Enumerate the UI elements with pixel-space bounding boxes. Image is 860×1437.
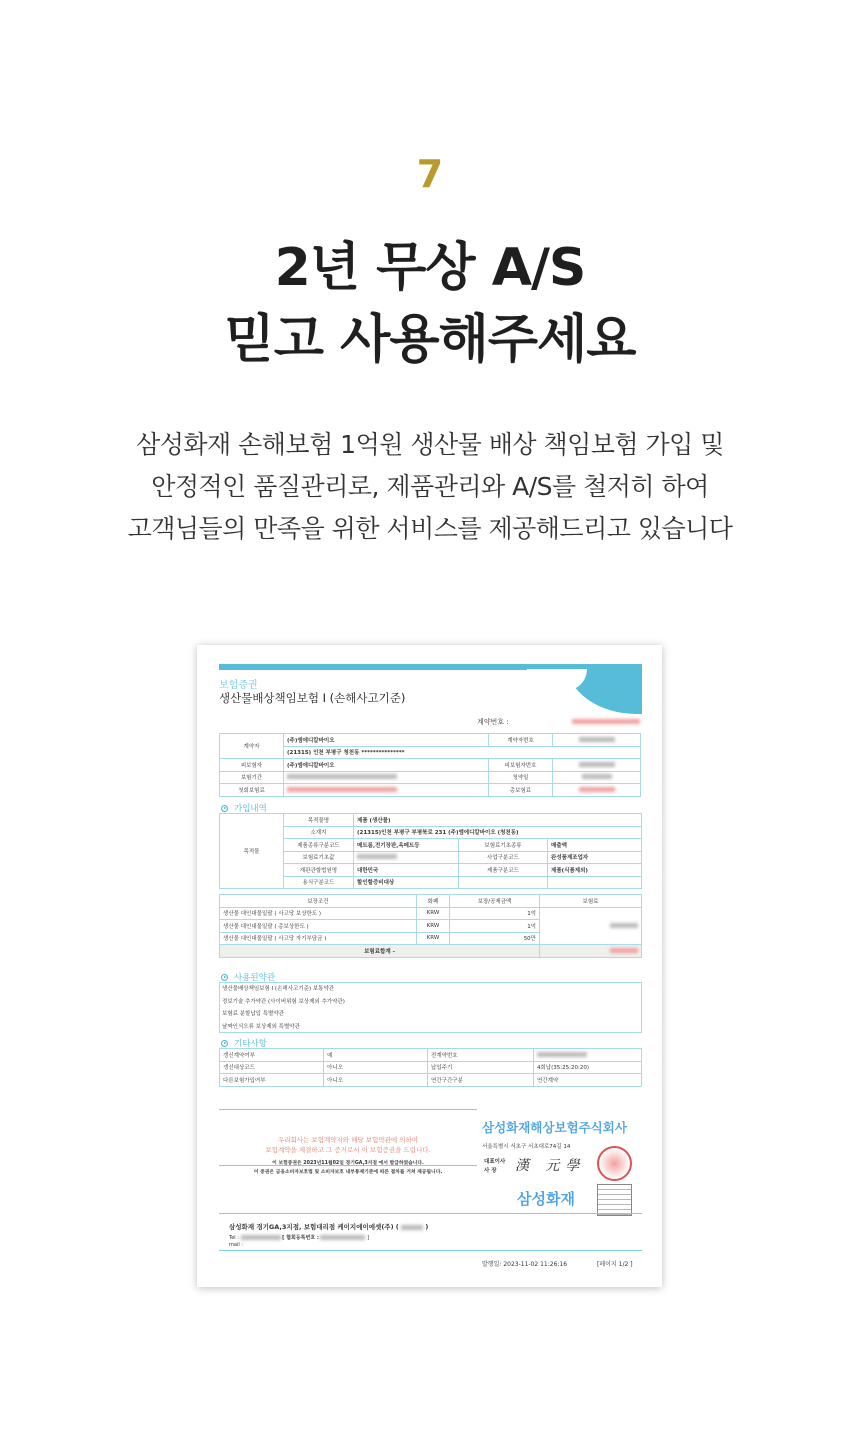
section-title: 사용된약관 [234, 973, 276, 983]
cell: 50만 [450, 932, 540, 945]
ceo-title [484, 1158, 505, 1176]
section-title: 가입내역 [234, 804, 267, 814]
cell: 목적물 [220, 814, 284, 889]
divider [219, 1250, 642, 1251]
page-title [0, 232, 860, 376]
page-indicator: [페이지 1/2 ] [597, 1261, 633, 1268]
notice-line: 우리회사는 보험계약자와 해당 보험약관에 의하여 [277, 1136, 419, 1144]
company-name: 삼성화재해상보험주식회사 [482, 1120, 627, 1135]
agency-close: ) [425, 1223, 429, 1231]
subject-table [219, 813, 642, 889]
cell: 청약일 [489, 771, 553, 784]
term-item: 생산물배상책임보험 I (손해사고기준) 보통약관 [222, 986, 335, 992]
insurance-certificate [197, 645, 662, 1287]
header-cell: 보험료 [540, 895, 642, 908]
ceo-title-line: 사 장 [484, 1168, 497, 1174]
cell: 예 [324, 1049, 428, 1062]
cell: 보험기간 [220, 771, 284, 784]
play-circle-icon [221, 1040, 228, 1047]
notice-black [219, 1159, 477, 1177]
cell: 재판관할법원명 [284, 864, 354, 877]
play-circle-icon [221, 805, 228, 812]
cell: 생산물 대인대물일괄 ( 총보상한도 ) [220, 920, 417, 933]
step-number: 7 [416, 152, 444, 196]
cell: 연간계약 [534, 1074, 642, 1087]
cell: (주)엠에디칼바이오 [284, 734, 489, 747]
cell: 매출액 [548, 839, 642, 852]
cell: KRW [417, 920, 450, 933]
cell: 제품(식품제외) [548, 864, 642, 877]
description-line: 삼성화재 손해보험 1억원 생산물 배상 책임보험 가입 및 [136, 430, 724, 459]
agency-line [229, 1222, 428, 1231]
description [0, 424, 860, 550]
contract-no-label: 계약번호 : [477, 718, 509, 726]
cell: 제품구분코드 [459, 864, 548, 877]
certificate-name: 생산물배상책임보험 I (손해사고기준) [219, 691, 406, 705]
cell: 목적물명 [284, 814, 354, 827]
cell: 피보험자 [220, 759, 284, 772]
play-circle-icon [221, 974, 228, 981]
cell: 제품 (생산물) [354, 814, 642, 827]
tel-label: Tel : [229, 1235, 239, 1241]
cell: 용식구분코드 [284, 876, 354, 889]
brand-logo: 삼성화재 [517, 1190, 575, 1208]
reg-label: [ 협회등록번호 : [282, 1235, 319, 1241]
title-line-2: 믿고 사용해주세요 [224, 310, 636, 370]
terms-list [219, 982, 642, 1033]
divider [219, 1109, 477, 1110]
cell: 완성품제조업자 [548, 851, 642, 864]
cell: 연간구간구분 [428, 1074, 534, 1087]
cell: 납입주기 [428, 1061, 534, 1074]
header-cell: 화폐 [417, 895, 450, 908]
header-cell: 보장조건 [220, 895, 417, 908]
cell: 피보험자번호 [489, 759, 553, 772]
cell: 제품종류구분코드 [284, 839, 354, 852]
cell: 생산물 대인대물일괄 ( 사고당 자기부담금 ) [220, 932, 417, 945]
total-cell: 보험료합계 - [220, 945, 540, 958]
cell: 4회납(35:25:20:20) [534, 1061, 642, 1074]
section-title: 기타사항 [234, 1039, 267, 1049]
stamp-box [597, 1184, 632, 1216]
agency-contact [229, 1234, 369, 1241]
term-item: 날짜인식오류 보상제외 특별약관 [222, 1023, 300, 1030]
contract-table [219, 733, 641, 797]
notice-red [219, 1135, 477, 1155]
divider [219, 1213, 642, 1214]
cell: 소재지 [284, 826, 354, 839]
company-address: 서울특별시 서초구 서초대로74길 14 [482, 1144, 571, 1150]
certificate-kicker: 보험증권 [219, 680, 258, 691]
cell: 첫회보험료 [220, 784, 284, 797]
term-item: 정보기술 추가약관 (사이버위험 보상제외 추가약관) [222, 998, 345, 1005]
cell: 전계약번호 [428, 1049, 534, 1062]
cell: 계약자번호 [489, 734, 553, 747]
cell: 사업구분코드 [459, 851, 548, 864]
cell: 계약자 [220, 734, 284, 759]
cell: 대한민국 [354, 864, 459, 877]
cell: 총보험료 [489, 784, 553, 797]
title-line-1: 2년 무상 A/S [274, 238, 586, 298]
cell: 갱신대상코드 [220, 1061, 324, 1074]
cell: 아니오 [324, 1074, 428, 1087]
cell: 1억 [450, 920, 540, 933]
company-seal-icon [597, 1146, 632, 1181]
term-item: 보험료 분할납입 특별약관 [222, 1011, 284, 1017]
cell: 보험료기초종류 [459, 839, 548, 852]
etc-table [219, 1048, 642, 1087]
description-line: 안정적인 품질관리로, 제품관리와 A/S를 철저히 하여 [151, 472, 709, 501]
cell: 할인할증비대상 [354, 876, 459, 889]
cell: 1억 [450, 907, 540, 920]
cell: 생산물 대인대물일괄 ( 사고당 보상한도 ) [220, 907, 417, 920]
cell: 메트롬,전기장판,옥메트등 [354, 839, 459, 852]
cell: 갱신계약여부 [220, 1049, 324, 1062]
contract-no-redacted [572, 719, 640, 724]
coverage-table [219, 894, 642, 958]
notice-line: 이 증권은 금융소비자보호법 및 소비자보호 내부통제기준에 따른 절차를 거쳐 제공됩니다. [253, 1170, 443, 1175]
notice-line: 보험계약을 체결하고 그 증거로서 이 보험증권을 드립니다. [265, 1146, 431, 1154]
cell: 다른보험가입여부 [220, 1074, 324, 1087]
reg-close: ] [367, 1235, 370, 1241]
header-cell: 보장/공제금액 [450, 895, 540, 908]
ceo-title-line: 대표이사 [484, 1159, 506, 1165]
agency-text: 삼성화재 경기GA,3지점, 보험대리점 케이지에이에셋(주) ( [229, 1223, 399, 1231]
cell: KRW [417, 932, 450, 945]
cell: 아니오 [324, 1061, 428, 1074]
cell: (주)엠에디칼바이오 [284, 759, 489, 772]
issued-date: 발행일: 2023-11-02 11:26:16 [482, 1261, 568, 1268]
mail-label: mail : [229, 1242, 243, 1248]
cell: (21315)인천 부평구 부평북로 231 (주)엠에디칼바이오 (청천동) [354, 826, 642, 839]
cell: 보험료기초값 [284, 851, 354, 864]
ceo-signature: 漢 元學 [515, 1158, 586, 1174]
notice-line: 이 보험증권은 2023년11월02일 경기GA,3지점 에서 발급하였습니다. [272, 1161, 424, 1166]
description-line: 고객님들의 만족을 위한 서비스를 제공해드리고 있습니다 [127, 514, 733, 543]
cell: (21315) 인천 부평구 청천동 *************** [284, 746, 641, 759]
cell: KRW [417, 907, 450, 920]
